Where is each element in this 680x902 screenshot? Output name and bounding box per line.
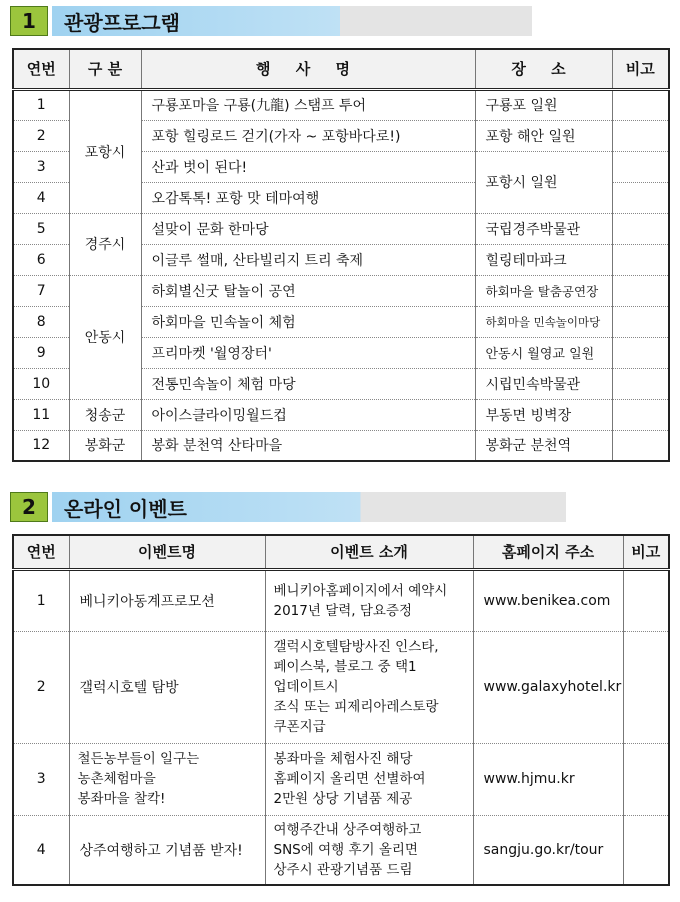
table-header-row xyxy=(13,535,669,569)
header-no: 연번 xyxy=(13,49,69,89)
row-no: 2 xyxy=(13,120,69,151)
row-no: 11 xyxy=(13,399,69,430)
note-cell xyxy=(612,430,669,461)
row-no: 8 xyxy=(13,306,69,337)
section1-header xyxy=(10,6,532,36)
event-name xyxy=(69,743,265,815)
section2-header xyxy=(10,492,566,522)
row-no: 4 xyxy=(13,815,69,885)
intro-line: 홈페이지 올리면 선별하여 xyxy=(273,771,426,787)
note-cell xyxy=(623,743,669,815)
row-no: 3 xyxy=(13,743,69,815)
row-no: 9 xyxy=(13,337,69,368)
event-name: 갤럭시호텔 탐방 xyxy=(69,631,265,743)
homepage-link[interactable]: www.galaxyhotel.kr xyxy=(473,631,623,743)
note-cell xyxy=(612,399,669,430)
row-no: 1 xyxy=(13,89,69,120)
section2-title-text: 온라인 이벤트 xyxy=(64,496,187,521)
note-cell xyxy=(612,182,669,213)
event-intro xyxy=(265,743,473,815)
note-cell xyxy=(623,569,669,631)
region-cell: 봉화군 xyxy=(69,430,141,461)
event-name: 상주여행하고 기념품 받자! xyxy=(69,815,265,885)
note-cell xyxy=(623,815,669,885)
region-cell: 포항시 xyxy=(69,89,141,213)
note-cell xyxy=(612,213,669,244)
row-no: 4 xyxy=(13,182,69,213)
homepage-link[interactable]: www.hjmu.kr xyxy=(473,743,623,815)
place-cell: 부동면 빙벽장 xyxy=(475,399,612,430)
homepage-link[interactable]: www.benikea.com xyxy=(473,569,623,631)
row-no: 7 xyxy=(13,275,69,306)
header-event-intro: 이벤트 소개 xyxy=(265,535,473,569)
place-cell: 포항 해안 일원 xyxy=(475,120,612,151)
note-cell xyxy=(612,89,669,120)
intro-line: 2017년 달력, 담요증정 xyxy=(273,602,413,619)
region-cell: 청송군 xyxy=(69,399,141,430)
place-cell: 구룡포 일원 xyxy=(475,89,612,120)
event-name: 이글루 썰매, 산타빌리지 트리 축제 xyxy=(141,244,475,275)
section1-title-text: 관광프로그램 xyxy=(64,10,180,35)
table-header-row xyxy=(13,49,669,89)
row-no: 2 xyxy=(13,631,69,743)
event-name: 하회마을 민속놀이 체험 xyxy=(141,306,475,337)
event-name: 설맞이 문화 한마당 xyxy=(141,213,475,244)
event-name: 프리마켓 '월영장터' xyxy=(141,337,475,368)
section2-title xyxy=(52,492,566,522)
row-no: 10 xyxy=(13,368,69,399)
event-name: 오감톡톡! 포항 맛 테마여행 xyxy=(141,182,475,213)
name-line: 철든농부들이 일구는 xyxy=(77,751,200,767)
intro-line: 봉좌마을 체험사진 해당 xyxy=(273,751,413,767)
event-intro xyxy=(265,569,473,631)
table-row xyxy=(13,430,669,461)
event-intro xyxy=(265,815,473,885)
note-cell xyxy=(612,275,669,306)
table-row xyxy=(13,815,669,885)
row-no: 1 xyxy=(13,569,69,631)
header-event-name: 이벤트명 xyxy=(69,535,265,569)
name-line: 봉좌마을 찰칵! xyxy=(77,791,166,807)
event-name: 하회별신굿 탈놀이 공연 xyxy=(141,275,475,306)
row-no: 6 xyxy=(13,244,69,275)
note-cell xyxy=(612,368,669,399)
header-note: 비고 xyxy=(612,49,669,89)
intro-line: 조식 또는 피제리아레스토랑 xyxy=(273,699,439,715)
event-name: 전통민속놀이 체험 마당 xyxy=(141,368,475,399)
event-intro xyxy=(265,631,473,743)
tourism-program-table xyxy=(12,48,670,462)
event-name: 봉화 분천역 산타마을 xyxy=(141,430,475,461)
intro-line: 상주시 관광기념품 드림 xyxy=(273,861,413,878)
intro-line: 업데이트시 xyxy=(273,679,339,695)
table-row xyxy=(13,631,669,743)
table-row xyxy=(13,743,669,815)
intro-line: SNS에 여행 후기 올리면 xyxy=(273,841,418,858)
table-row xyxy=(13,569,669,631)
online-event-table xyxy=(12,534,670,886)
event-name: 산과 벗이 된다! xyxy=(141,151,475,182)
section1-title xyxy=(52,6,532,36)
place-cell: 국립경주박물관 xyxy=(475,213,612,244)
header-place: 장 소 xyxy=(475,49,612,89)
place-cell: 안동시 월영교 일원 xyxy=(475,337,612,368)
note-cell xyxy=(612,151,669,182)
note-cell xyxy=(623,631,669,743)
place-cell: 포항시 일원 xyxy=(475,151,612,213)
intro-line: 페이스북, 블로그 중 택1 xyxy=(273,659,417,675)
event-name: 베니키아동계프로모션 xyxy=(69,569,265,631)
header-note: 비고 xyxy=(623,535,669,569)
table-row xyxy=(13,89,669,120)
header-event-name: 행 사 명 xyxy=(141,49,475,89)
intro-line: 갤럭시호텔탐방사진 인스타, xyxy=(273,639,439,655)
section2-number: 2 xyxy=(10,492,48,522)
event-name: 구룡포마을 구룡(九龍) 스탬프 투어 xyxy=(141,89,475,120)
table-row xyxy=(13,275,669,306)
region-cell: 안동시 xyxy=(69,275,141,399)
header-homepage: 홈페이지 주소 xyxy=(473,535,623,569)
homepage-link[interactable]: sangju.go.kr/tour xyxy=(473,815,623,885)
intro-line: 여행주간내 상주여행하고 xyxy=(273,821,422,838)
intro-line: 쿠폰지급 xyxy=(273,719,326,735)
event-name: 포항 힐링로드 걷기(가자 ~ 포항바다로!) xyxy=(141,120,475,151)
place-cell: 하회마을 탈춤공연장 xyxy=(475,275,612,306)
table-row xyxy=(13,399,669,430)
header-category: 구 분 xyxy=(69,49,141,89)
note-cell xyxy=(612,306,669,337)
note-cell xyxy=(612,120,669,151)
row-no: 12 xyxy=(13,430,69,461)
table-row xyxy=(13,213,669,244)
place-cell: 시립민속박물관 xyxy=(475,368,612,399)
note-cell xyxy=(612,337,669,368)
place-cell: 하회마을 민속놀이마당 xyxy=(475,306,612,337)
place-cell: 힐링테마파크 xyxy=(475,244,612,275)
row-no: 5 xyxy=(13,213,69,244)
region-cell: 경주시 xyxy=(69,213,141,275)
name-line: 농촌체험마을 xyxy=(77,771,156,787)
row-no: 3 xyxy=(13,151,69,182)
note-cell xyxy=(612,244,669,275)
intro-line: 2만원 상당 기념품 제공 xyxy=(273,791,413,807)
place-cell: 봉화군 분천역 xyxy=(475,430,612,461)
event-name: 아이스클라이밍월드컵 xyxy=(141,399,475,430)
header-no: 연번 xyxy=(13,535,69,569)
section1-number: 1 xyxy=(10,6,48,36)
intro-line: 베니키아홈페이지에서 예약시 xyxy=(273,582,448,599)
